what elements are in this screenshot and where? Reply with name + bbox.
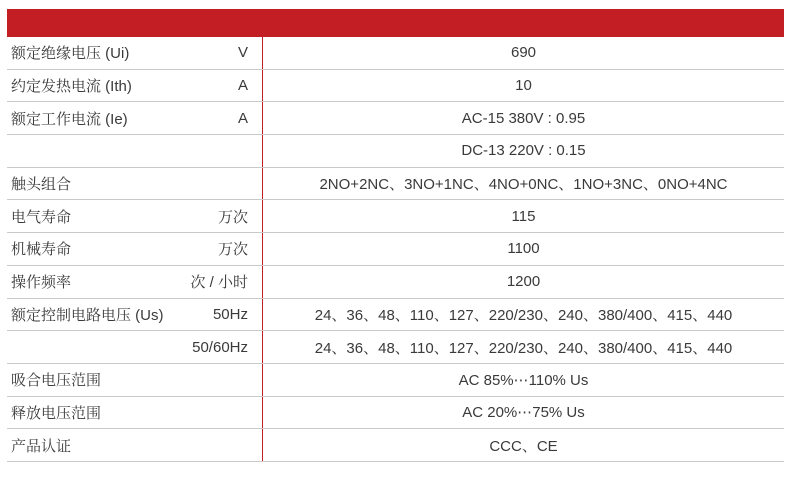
spec-label: 额定绝缘电压 (Ui) <box>11 45 130 63</box>
spec-unit: 次 / 小时 <box>190 274 248 292</box>
spec-value: 115 <box>262 200 784 232</box>
spec-unit: 50/60Hz <box>192 338 248 356</box>
spec-label-cell <box>7 364 262 396</box>
spec-value: CCC、CE <box>262 429 784 461</box>
spec-unit: A <box>237 109 248 127</box>
spec-value: AC 20%⋯75% Us <box>262 397 784 429</box>
spec-label-cell <box>7 266 262 298</box>
spec-value: 2NO+2NC、3NO+1NC、4NO+0NC、1NO+3NC、0NO+4NC <box>262 168 784 200</box>
spec-label: 吸合电压范围 <box>11 372 102 390</box>
spec-label-cell <box>7 299 262 331</box>
spec-label-cell <box>7 429 262 461</box>
spec-label-cell <box>7 102 262 134</box>
spec-value: 24、36、48、110、127、220/230、240、380/400、415、440 <box>262 299 784 331</box>
spec-row <box>7 364 784 397</box>
spec-row <box>7 266 784 299</box>
spec-label: 额定工作电流 (Ie) <box>11 110 128 128</box>
spec-label: 约定发热电流 (Ith) <box>11 78 132 96</box>
spec-unit: 万次 <box>217 241 248 259</box>
spec-sheet <box>7 9 784 462</box>
spec-row <box>7 135 784 168</box>
spec-label-cell <box>7 37 262 69</box>
spec-value: AC-15 380V : 0.95 <box>262 102 784 134</box>
spec-value: 24、36、48、110、127、220/230、240、380/400、415、440 <box>262 331 784 363</box>
spec-value: AC 85%⋯110% Us <box>262 364 784 396</box>
spec-row <box>7 233 784 266</box>
spec-value: 1100 <box>262 233 784 265</box>
spec-label-cell <box>7 70 262 102</box>
spec-label-cell <box>7 233 262 265</box>
section-header-bar <box>7 9 784 37</box>
spec-row <box>7 299 784 332</box>
spec-value: DC-13 220V : 0.15 <box>262 135 784 167</box>
spec-row <box>7 70 784 103</box>
spec-label: 释放电压范围 <box>11 404 102 422</box>
spec-value: 690 <box>262 37 784 69</box>
spec-unit: V <box>237 44 248 62</box>
spec-row <box>7 168 784 201</box>
spec-label-cell <box>7 397 262 429</box>
spec-label-cell <box>7 200 262 232</box>
spec-label: 电气寿命 <box>11 208 72 226</box>
spec-unit: A <box>237 77 248 95</box>
spec-row <box>7 397 784 430</box>
spec-row <box>7 37 784 70</box>
spec-value: 1200 <box>262 266 784 298</box>
spec-label-cell <box>7 168 262 200</box>
spec-value: 10 <box>262 70 784 102</box>
spec-row <box>7 102 784 135</box>
spec-unit: 50Hz <box>212 305 248 323</box>
spec-row <box>7 429 784 462</box>
spec-table <box>7 37 784 462</box>
spec-row <box>7 331 784 364</box>
spec-label: 额定控制电路电压 (Us) <box>11 306 164 324</box>
spec-label-cell <box>7 135 262 167</box>
spec-label-cell <box>7 331 262 363</box>
spec-label: 操作频率 <box>11 274 72 292</box>
spec-unit: 万次 <box>217 208 248 226</box>
spec-label: 产品认证 <box>11 437 72 455</box>
spec-label: 触头组合 <box>11 176 72 194</box>
spec-row <box>7 200 784 233</box>
spec-label: 机械寿命 <box>11 241 72 259</box>
